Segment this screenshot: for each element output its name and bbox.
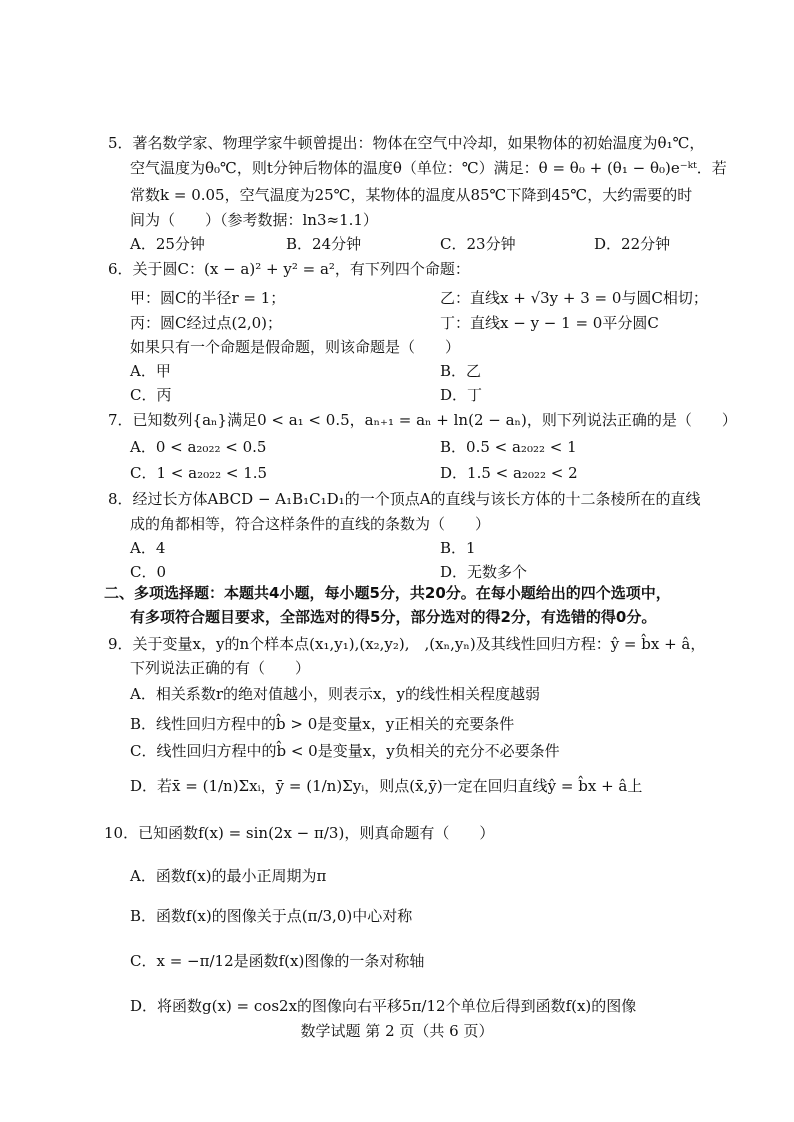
q8-option-d: D．无数多个 [440, 563, 528, 581]
page-footer: 数学试题 第 2 页（共 6 页） [300, 1022, 494, 1040]
q5-line-1: 5．著名数学家、物理学家牛顿曾提出：物体在空气中冷却，如果物体的初始温度为θ₁℃， [108, 134, 705, 152]
q8-line-2: 成的角都相等，符合这样条件的直线的条数为（ ） [130, 515, 491, 533]
q6-option-b: B．乙 [440, 362, 482, 380]
q7-option-b: B．0.5 < a₂₀₂₂ < 1 [440, 438, 577, 456]
section-2-instructions: 有多项符合题目要求，全部选对的得5分，部分选对的得2分，有选错的得0分。 [130, 608, 657, 626]
q5-line-4: 间为（ ）（参考数据：ln3≈1.1） [130, 211, 378, 229]
q10-option-a: A．函数f(x)的最小正周期为π [130, 867, 327, 885]
q7-option-a: A．0 < a₂₀₂₂ < 0.5 [130, 438, 267, 456]
q7-option-d: D．1.5 < a₂₀₂₂ < 2 [440, 464, 578, 482]
q6-prop-bing: 丙：圆C经过点(2,0)； [130, 314, 283, 332]
section-2-heading: 二、多项选择题：本题共4小题，每小题5分，共20分。在每小题给出的四个选项中， [104, 584, 671, 602]
q10-option-d: D．将函数g(x) = cos2x的图像向右平移5π/12个单位后得到函数f(x)的图像 [130, 997, 637, 1015]
q10-line-1: 10．已知函数f(x) = sin(2x − π/3)，则真命题有（ ） [104, 824, 495, 842]
q8-option-a: A．4 [130, 539, 166, 557]
q5-option-a: A．25分钟 [130, 235, 205, 253]
q6-prop-ding: 丁：直线x − y − 1 = 0平分圆C [440, 314, 659, 332]
q9-option-b: B．线性回归方程中的b̂ > 0是变量x，y正相关的充要条件 [130, 715, 515, 733]
q8-line-1: 8．经过长方体ABCD − A₁B₁C₁D₁的一个顶点A的直线与该长方体的十二条棱所在的直线 [108, 490, 701, 508]
q7-line-1: 7．已知数列{aₙ}满足0 < a₁ < 0.5，aₙ₊₁ = aₙ + ln(2 − aₙ)，则下列说法正确的是（ ） [108, 411, 737, 429]
q10-option-c: C．x = −π/12是函数f(x)图像的一条对称轴 [130, 952, 425, 970]
q6-prop-jia: 甲：圆C的半径r = 1； [130, 289, 286, 307]
q9-option-d: D．若x̄ = (1/n)Σxᵢ，ȳ = (1/n)Σyᵢ，则点(x̄,ȳ)一定在回归直线ŷ = b̂x + â上 [130, 777, 643, 795]
q10-option-b: B．函数f(x)的图像关于点(π/3,0)中心对称 [130, 907, 413, 925]
q5-option-c: C．23分钟 [440, 235, 516, 253]
q5-line-2: 空气温度为θ₀℃，则t分钟后物体的温度θ（单位：℃）满足：θ = θ₀ + (θ₁ − θ₀)e⁻ᵏᵗ．若 [130, 159, 727, 177]
q6-option-d: D．丁 [440, 386, 483, 404]
q6-option-a: A．甲 [130, 362, 171, 380]
q5-option-b: B．24分钟 [286, 235, 362, 253]
q8-option-c: C．0 [130, 563, 167, 581]
q6-line-4: 如果只有一个命题是假命题，则该命题是（ ） [130, 338, 461, 356]
q9-line-2: 下列说法正确的有（ ） [130, 659, 311, 677]
q6-line-1: 6．关于圆C：(x − a)² + y² = a²，有下列四个命题： [108, 260, 470, 278]
q9-option-c: C．线性回归方程中的b̂ < 0是变量x，y负相关的充分不必要条件 [130, 742, 560, 760]
q8-option-b: B．1 [440, 539, 476, 557]
q6-prop-yi: 乙：直线x + √3y + 3 = 0与圆C相切； [440, 289, 708, 307]
q6-option-c: C．丙 [130, 386, 172, 404]
q9-line-1: 9．关于变量x，y的n个样本点(x₁,y₁),(x₂,y₂), ,(xₙ,yₙ)及其线性回归方程：ŷ = b̂x + â， [108, 635, 706, 653]
q5-line-3: 常数k = 0.05，空气温度为25℃，某物体的温度从85℃下降到45℃，大约需要的时 [130, 186, 693, 204]
q9-option-a: A．相关系数r的绝对值越小，则表示x，y的线性相关程度越弱 [130, 685, 540, 703]
q7-option-c: C．1 < a₂₀₂₂ < 1.5 [130, 464, 268, 482]
q5-option-d: D．22分钟 [594, 235, 671, 253]
